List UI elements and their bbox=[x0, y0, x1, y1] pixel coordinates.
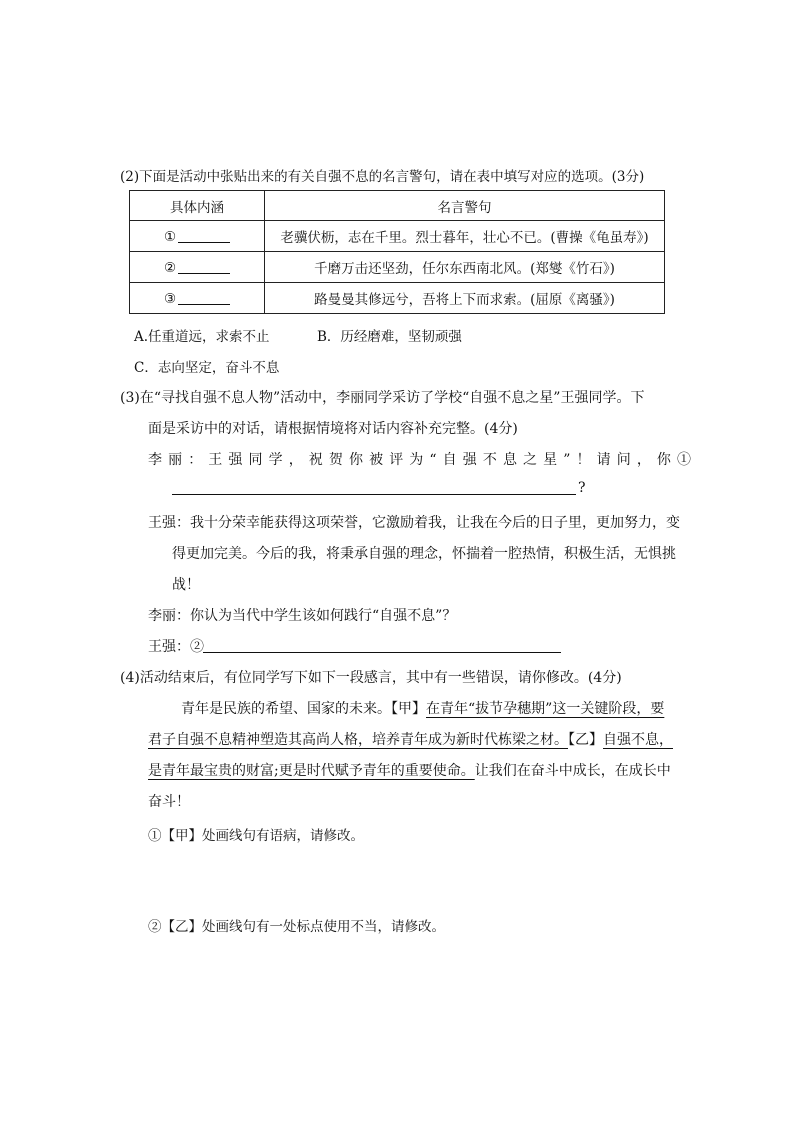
answer-blank[interactable] bbox=[178, 228, 230, 243]
yi-label: 【乙】 bbox=[568, 732, 603, 748]
table-row bbox=[130, 283, 665, 314]
answer-cell[interactable] bbox=[130, 252, 265, 283]
dialog-wangqiang-1-line1: 王强：我十分荣幸能获得这项荣誉，它激励着我，让我在今后的日子里，更加努力，变 bbox=[148, 515, 680, 531]
yi-sentence-part2: 是青年最宝贵的财富;更是时代赋予青年的重要使命。 bbox=[148, 763, 475, 779]
q3-prompt-line2: 面是采访中的对话，请根据情境将对话内容补充完整。(4分) bbox=[148, 421, 518, 437]
essay-line3 bbox=[148, 760, 671, 780]
dialog-wangqiang-2: 王强：② bbox=[148, 639, 204, 655]
jia-sentence-part1: 在青年“拔节孕穗期”这一关键阶段，要 bbox=[426, 701, 665, 717]
quote-cell: 千磨万击还坚劲，任尔东西南北风。(郑燮《竹石》) bbox=[265, 252, 665, 283]
table-row bbox=[130, 252, 665, 283]
essay-intro: 青年是民族的希望、国家的未来。【甲】 bbox=[181, 701, 426, 717]
option-b: B．历经磨难，坚韧顽强 bbox=[317, 329, 462, 345]
dialog-question-mark: ? bbox=[578, 480, 586, 496]
dialog-lili-2: 李丽：你认为当代中学生该如何践行“自强不息”？ bbox=[148, 608, 457, 624]
q2-prompt: (2)下面是活动中张贴出来的有关自强不息的名言警句，请在表中填写对应的选项。(3分) bbox=[120, 169, 645, 185]
row-number: ① bbox=[163, 228, 177, 245]
essay-line2 bbox=[148, 729, 673, 749]
quotes-table bbox=[129, 190, 665, 314]
sub-question-1: ①【甲】处画线句有语病，请修改。 bbox=[148, 828, 364, 844]
row-number: ③ bbox=[163, 290, 177, 307]
q3-prompt-line1: (3)在“寻找自强不息人物”活动中，李丽同学采访了学校“自强不息之星”王强同学。下 bbox=[120, 390, 645, 406]
quote-cell: 路曼曼其修远兮，吾将上下而求索。(屈原《离骚》) bbox=[265, 283, 665, 314]
option-c: C．志向坚定，奋斗不息 bbox=[134, 360, 280, 376]
sub-question-2: ②【乙】处画线句有一处标点使用不当，请修改。 bbox=[148, 919, 445, 935]
table-row bbox=[130, 221, 665, 252]
answer-blank[interactable] bbox=[178, 290, 230, 305]
option-a: A.任重道远，求索不止 bbox=[134, 329, 270, 345]
answer-cell[interactable] bbox=[130, 283, 265, 314]
row-number: ② bbox=[163, 259, 177, 276]
dialog-lili-1: 李丽：王强同学，祝贺你被评为“自强不息之星”！请问，你① bbox=[148, 452, 698, 468]
dialog-wangqiang-1-line2: 得更加完美。今后的我，将秉承自强的理念，怀揣着一腔热情，积极生活，无惧挑 bbox=[172, 546, 676, 562]
essay-end: 让我们在奋斗中成长，在成长中 bbox=[474, 763, 671, 779]
quote-cell: 老骥伏枥，志在千里。烈士暮年，壮心不已。(曹操《龟虽寿》) bbox=[265, 221, 665, 252]
answer-line-2[interactable] bbox=[203, 652, 561, 653]
yi-sentence-part1: 自强不息， bbox=[603, 732, 673, 748]
jia-sentence-part2: 君子自强不息精神塑造其高尚人格，培养青年成为新时代栋梁之材。 bbox=[148, 732, 568, 748]
answer-line-1[interactable] bbox=[172, 494, 576, 495]
q4-prompt: (4)活动结束后，有位同学写下如下一段感言，其中有一些错误，请你修改。(4分) bbox=[120, 670, 622, 686]
dialog-wangqiang-1-line3: 战！ bbox=[172, 577, 200, 593]
table-header-quote: 名言警句 bbox=[265, 191, 665, 221]
table-header-row bbox=[130, 191, 665, 221]
answer-cell[interactable] bbox=[130, 221, 265, 252]
table-header-meaning: 具体内涵 bbox=[130, 191, 265, 221]
essay-line4: 奋斗！ bbox=[148, 794, 190, 810]
essay-line1 bbox=[181, 698, 664, 718]
answer-blank[interactable] bbox=[178, 259, 230, 274]
